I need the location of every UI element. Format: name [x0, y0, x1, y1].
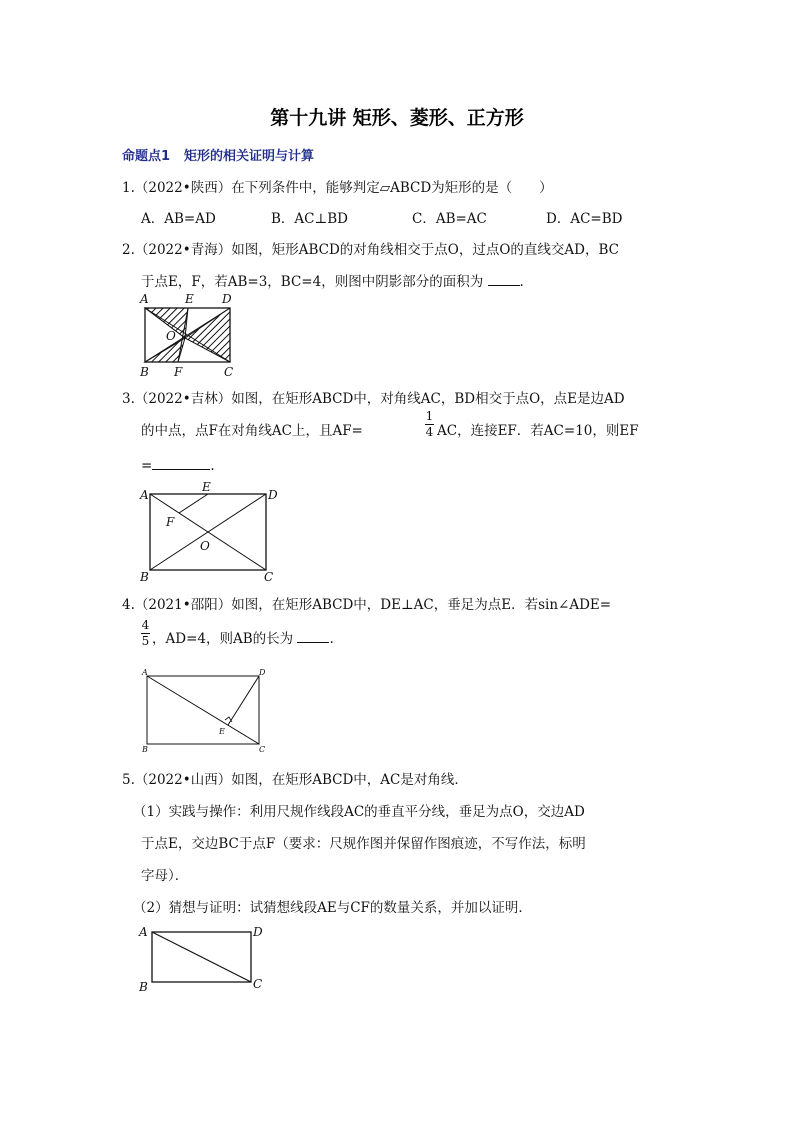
answer-blank[interactable]	[297, 630, 329, 643]
label-o: O	[166, 329, 176, 343]
q4-stem-line1: 4.（2021•邵阳）如图，在矩形ABCD中，DE⊥AC，垂足为点E．若sin∠ADE=	[122, 597, 612, 613]
q2-stem-line1: 2.（2022•青海）如图，矩形ABCD的对角线相交于点O，过点O的直线交AD，BC	[122, 242, 619, 258]
label-b: B	[140, 570, 149, 584]
q5-part1-line3: 字母）．	[141, 868, 189, 884]
q4-frac-numerator: 4	[141, 618, 150, 632]
segment-de	[228, 676, 259, 725]
q2-period: .	[519, 274, 524, 290]
q3-figure	[138, 480, 288, 585]
q4-fraction	[141, 619, 150, 648]
q1-option-a: A．AB=AD	[141, 211, 216, 227]
label-a: A	[140, 488, 149, 502]
label-d: D	[253, 925, 263, 939]
section-heading	[122, 145, 314, 164]
page-title: 第十九讲 矩形、菱形、正方形	[270, 107, 524, 129]
label-b: B	[139, 980, 148, 994]
q1-option-c: C．AB=AC	[412, 211, 487, 227]
label-b: B	[140, 365, 149, 379]
q3-stem-line3	[141, 457, 215, 474]
q4-stem-text: ，AD=4，则AB的长为	[152, 631, 294, 647]
label-f: F	[174, 365, 183, 379]
q3-stem-line2b: AC，连接EF．若AC=10，则EF	[437, 423, 639, 439]
q5-figure	[136, 920, 276, 996]
q1-stem: 1.（2022•陕西）在下列条件中，能够判定▱ABCD为矩形的是（ ）	[122, 180, 553, 196]
answer-blank[interactable]	[488, 273, 520, 286]
q2-figure	[138, 290, 248, 380]
q4-figure	[138, 664, 278, 756]
q5-part1-line2: 于点E，交边BC于点F（要求：尺规作图并保留作图痕迹，不写作法，标明	[141, 836, 586, 852]
q3-fraction	[425, 410, 434, 439]
label-c: C	[264, 570, 274, 584]
label-a: A	[139, 925, 148, 939]
q4-period: .	[329, 631, 334, 647]
q1-option-d: D．AC=BD	[546, 211, 623, 227]
answer-blank[interactable]	[152, 457, 210, 470]
label-e: E	[219, 727, 225, 736]
label-e: E	[202, 480, 211, 494]
q3-frac-denominator: 4	[425, 425, 434, 439]
label-d: D	[268, 488, 278, 502]
q5-part2: （2）猜想与证明：试猜想线段AE与CF的数量关系，并加以证明．	[133, 900, 532, 916]
label-a: A	[140, 292, 149, 306]
label-a: A	[142, 668, 148, 677]
label-d: D	[222, 292, 232, 306]
q3-equals: =	[141, 458, 153, 474]
diagonal-ac	[152, 932, 251, 982]
q3-frac-numerator: 1	[425, 409, 434, 423]
q1-option-b: B．AC⊥BD	[271, 211, 348, 227]
q5-stem-line1: 5.（2022•山西）如图，在矩形ABCD中，AC是对角线．	[122, 772, 468, 788]
label-c: C	[224, 365, 234, 379]
section-label: 命题点1	[122, 149, 171, 164]
label-d: D	[259, 668, 266, 677]
label-b: B	[142, 745, 148, 754]
shaded-triangle-right	[185, 308, 230, 362]
q4-stem-line2	[152, 627, 334, 647]
diagonal-ac	[147, 676, 259, 744]
label-c: C	[259, 745, 266, 754]
label-f: F	[166, 515, 175, 529]
label-o: O	[200, 539, 210, 553]
q3-period: .	[210, 458, 215, 474]
segment-ef	[179, 494, 208, 513]
q3-stem-line2a: 的中点，点F在对角线AC上，且AF=	[141, 423, 363, 439]
q3-stem-line1: 3.（2022•吉林）如图，在矩形ABCD中，对角线AC，BD相交于点O，点E是边AD	[122, 391, 625, 407]
q2-stem-text: 于点E，F，若AB=3，BC=4，则图中阴影部分的面积为	[141, 274, 484, 290]
section-text: 矩形的相关证明与计算	[184, 149, 315, 164]
q4-frac-denominator: 5	[141, 634, 150, 648]
label-c: C	[253, 977, 263, 991]
label-e: E	[185, 292, 194, 306]
q5-part1-line1: （1）实践与操作：利用尺规作线段AC的垂直平分线，垂足为点O，交边AD	[133, 804, 585, 820]
q2-stem-line2	[141, 270, 524, 290]
